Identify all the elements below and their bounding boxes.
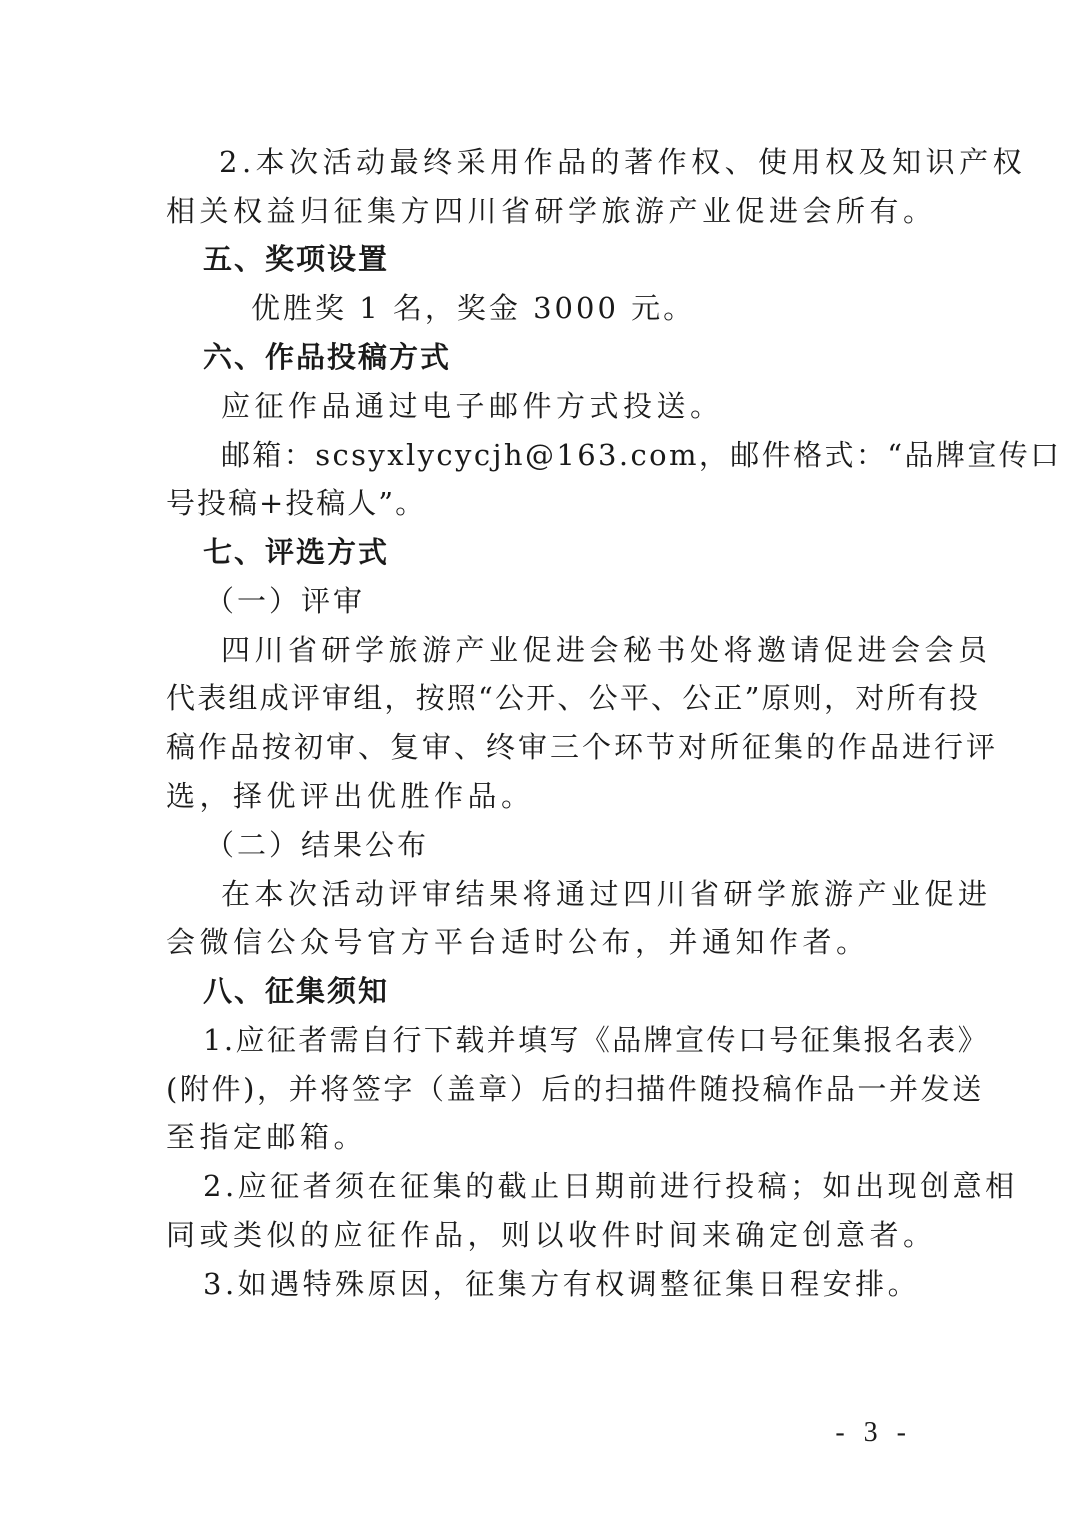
subsection-heading-results: （二）结果公布 xyxy=(205,828,430,862)
section-heading-submission: 六、作品投稿方式 xyxy=(203,340,452,374)
section-heading-awards: 五、奖项设置 xyxy=(203,242,390,276)
paragraph-line: 同或类似的应征作品，则以收件时间来确定创意者。 xyxy=(166,1218,937,1252)
paragraph-line: 优胜奖 1 名，奖金 3000 元。 xyxy=(251,291,696,325)
paragraph-line-email: 邮箱：scsyxlycycjh@163.com，邮件格式：“品牌宣传口 xyxy=(221,438,1062,472)
paragraph-line: 代表组成评审组，按照“公开、公平、公正”原则，对所有投 xyxy=(166,681,981,715)
paragraph-line: 应征作品通过电子邮件方式投送。 xyxy=(221,389,724,423)
subsection-heading-review: （一）评审 xyxy=(205,584,366,618)
section-heading-notes: 八、征集须知 xyxy=(203,974,390,1008)
paragraph-line: 会微信公众号官方平台适时公布，并通知作者。 xyxy=(166,925,870,959)
paragraph-line: 1.应征者需自行下载并填写《品牌宣传口号征集报名表》 xyxy=(203,1023,990,1057)
paragraph-line: 相关权益归征集方四川省研学旅游产业促进会所有。 xyxy=(166,194,937,228)
paragraph-line: 选，择优评出优胜作品。 xyxy=(166,779,535,813)
paragraph-line: 3.如遇特殊原因，征集方有权调整征集日程安排。 xyxy=(203,1267,921,1301)
paragraph-line: 2.应征者须在征集的截止日期前进行投稿；如出现创意相 xyxy=(203,1169,1018,1203)
paragraph-line: 2.本次活动最终采用作品的著作权、使用权及知识产权 xyxy=(219,145,1027,179)
paragraph-line: (附件)，并将签字（盖章）后的扫描件随投稿作品一并发送 xyxy=(166,1072,984,1106)
paragraph-line: 在本次活动评审结果将通过四川省研学旅游产业促进 xyxy=(221,877,992,911)
section-heading-selection: 七、评选方式 xyxy=(203,535,390,569)
paragraph-line: 稿作品按初审、复审、终审三个环节对所征集的作品进行评 xyxy=(166,730,999,764)
paragraph-line: 至指定邮箱。 xyxy=(166,1120,368,1154)
paragraph-line: 号投稿+投稿人”。 xyxy=(166,486,427,520)
paragraph-line: 四川省研学旅游产业促进会秘书处将邀请促进会会员 xyxy=(221,633,992,667)
page-number: - 3 - xyxy=(835,1417,912,1448)
